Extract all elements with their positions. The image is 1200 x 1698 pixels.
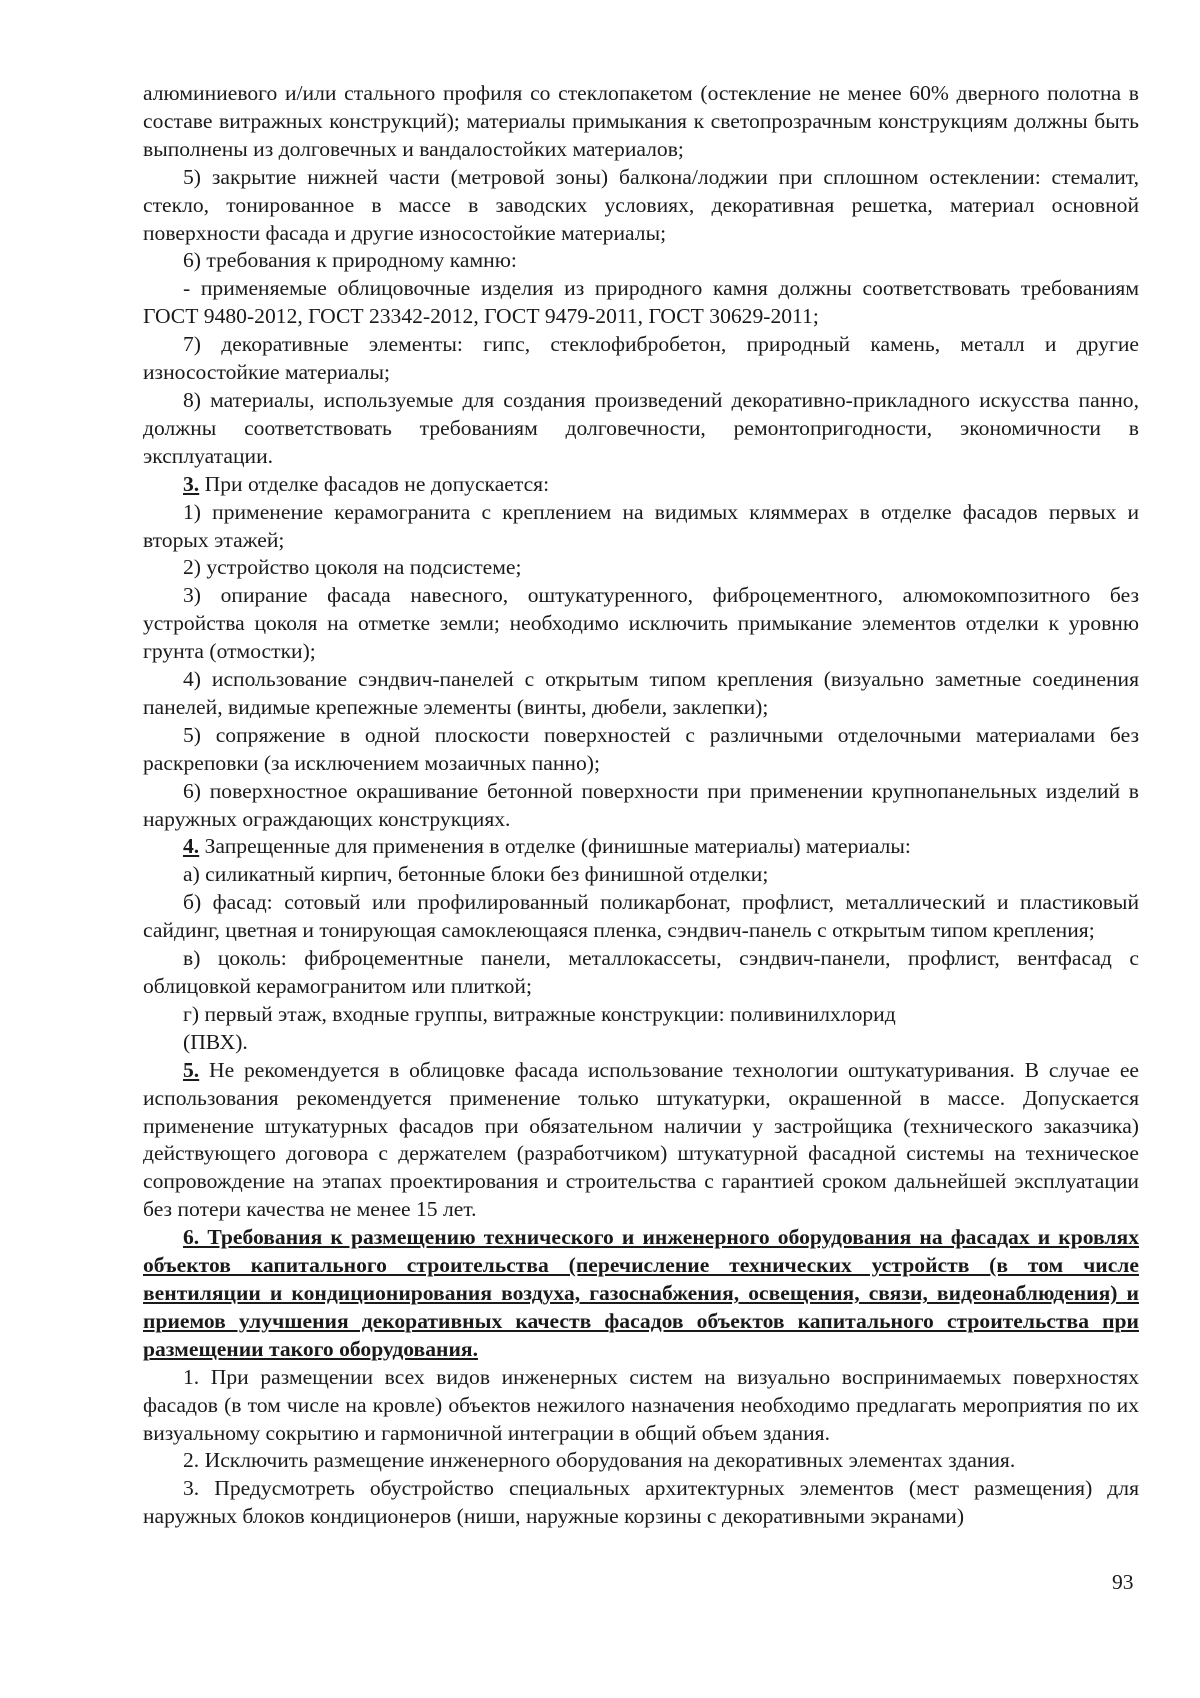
section-3-number: 3. bbox=[183, 471, 200, 496]
paragraph-continuation: алюминиевого и/или стального профиля со стеклопакетом (остекление не менее 60% дверного полотна в составе витражных конструкций); материалы примыкания к светопрозрачным конструкциям должны быть выполнены из долговечных и вандалостойких материалов; bbox=[143, 81, 1139, 161]
paragraph-s3-item-3: 3) опирание фасада навесного, оштукатуренного, фиброцементного, алюмокомпозитного без устройства цоколя на отметке земли; необходимо исключить примыкание элементов отделки к уровню грунта (отмостки); bbox=[143, 583, 1139, 664]
paragraph-s4-item-g: г) первый этаж, входные группы, витражные конструкции: поливинилхлорид bbox=[183, 1001, 896, 1026]
paragraph-s6-item-3: 3. Предусмотреть обустройство специальных архитектурных элементов (мест размещения) для наружных блоков кондиционеров (ниши, наружные корзины с декоративными экранами) bbox=[143, 1476, 1139, 1529]
section-5-paragraph bbox=[143, 1057, 1139, 1224]
paragraph-s3-item-6: 6) поверхностное окрашивание бетонной поверхности при применении крупнопанельных изделий в наружных ограждающих конструкциях. bbox=[143, 778, 1139, 831]
section-3-text: При отделке фасадов не допускается: bbox=[199, 471, 550, 496]
paragraph-item-5: 5) закрытие нижней части (метровой зоны) балкона/лоджии при сплошном остеклении: стемалит, стекло, тонированное в массе в заводских условиях, декоративная решетка, материал основной поверхности фасада и другие износостойкие материалы; bbox=[143, 164, 1139, 245]
section-4-number: 4. bbox=[183, 834, 200, 859]
paragraph-item-8: 8) материалы, используемые для создания произведений декоративно-прикладного искусства панно, должны соответствовать требованиям долговечности, ремонтопригодности, экономичности в эксплуатации. bbox=[143, 387, 1139, 468]
section-6-heading: 6. Требования к размещению технического и инженерного оборудования на фасадах и кровлях объектов капитального строительства (перечисление технических устройств (в том числе вентиляции и кондиционирования воздуха, газоснабжения, освещения, связи, видеонаблюдения) и приемов улучшения декоративных качеств фасадов объектов капитального строительства при размещении такого оборудования. bbox=[143, 1225, 1139, 1361]
paragraph-stone-gost: - применяемые облицовочные изделия из природного камня должны соответствовать требованиям ГОСТ 9480-2012, ГОСТ 23342-2012, ГОСТ 9479-2011, ГОСТ 30629-2011; bbox=[143, 276, 1139, 329]
paragraph-s3-item-4: 4) использование сэндвич-панелей с открытым типом крепления (визуально заметные соединения панелей, видимые крепежные элементы (винты, дюбели, заклепки); bbox=[143, 667, 1139, 719]
section-5-text: Не рекомендуется в облицовке фасада использование технологии оштукатуривания. В случае ее использования рекомендуется применение только штукатурки, окрашенной в массе. Допускается применение штукатурных фасадов при обязательном наличии у застройщика (технического заказчика) действующего договора с держателем (разработчиком) штукатурной фасадной системы на техническое сопровождение на этапах проектирования и строительства с гарантией сроком дальнейшей эксплуатации без потери качества не менее 15 лет. bbox=[143, 1057, 1139, 1222]
paragraph-s4-item-b: б) фасад: сотовый или профилированный поликарбонат, профлист, металлический и пластиковый сайдинг, цветная и тонирующая самоклеющаяся пленка, сэндвич-панель с открытым типом крепления; bbox=[143, 890, 1139, 943]
paragraph-s3-item-1: 1) применение керамогранита с креплением на видимых кляммерах в отделке фасадов первых и вторых этажей; bbox=[143, 499, 1139, 552]
section-5-number: 5. bbox=[183, 1057, 200, 1082]
paragraph-s3-item-2: 2) устройство цоколя на подсистеме; bbox=[183, 555, 522, 580]
page-number: 93 bbox=[1112, 1570, 1134, 1594]
paragraph-s6-item-1: 1. При размещении всех видов инженерных систем на визуально воспринимаемых поверхностях фасадов (в том числе на кровле) объектов нежилого назначения необходимо предлагать мероприятия по их визуальному сокрытию и гармоничной интеграции в общий объем здания. bbox=[143, 1364, 1139, 1445]
document-page bbox=[143, 80, 1139, 1531]
paragraph-s4-item-v: в) цоколь: фиброцементные панели, металлокассеты, сэндвич-панели, профлист, вентфасад с облицовкой керамогранитом или плиткой; bbox=[143, 946, 1139, 998]
paragraph-item-6: 6) требования к природному камню: bbox=[183, 248, 517, 273]
section-4-intro bbox=[143, 833, 1139, 861]
paragraph-s3-item-5: 5) сопряжение в одной плоскости поверхностей с различными отделочными материалами без раскреповки (за исключением мозаичных панно); bbox=[143, 722, 1139, 775]
section-3-intro bbox=[143, 471, 1139, 499]
paragraph-item-7: 7) декоративные элементы: гипс, стеклофибробетон, природный камень, металл и другие износостойкие материалы; bbox=[143, 332, 1139, 385]
paragraph-s4-item-a: а) силикатный кирпич, бетонные блоки без финишной отделки; bbox=[183, 862, 769, 887]
paragraph-s6-item-2: 2. Исключить размещение инженерного оборудования на декоративных элементах здания. bbox=[183, 1448, 1016, 1473]
paragraph-s4-item-g-cont: (ПВХ). bbox=[183, 1029, 248, 1054]
section-4-text: Запрещенные для применения в отделке (финишные материалы) материалы: bbox=[199, 834, 911, 859]
